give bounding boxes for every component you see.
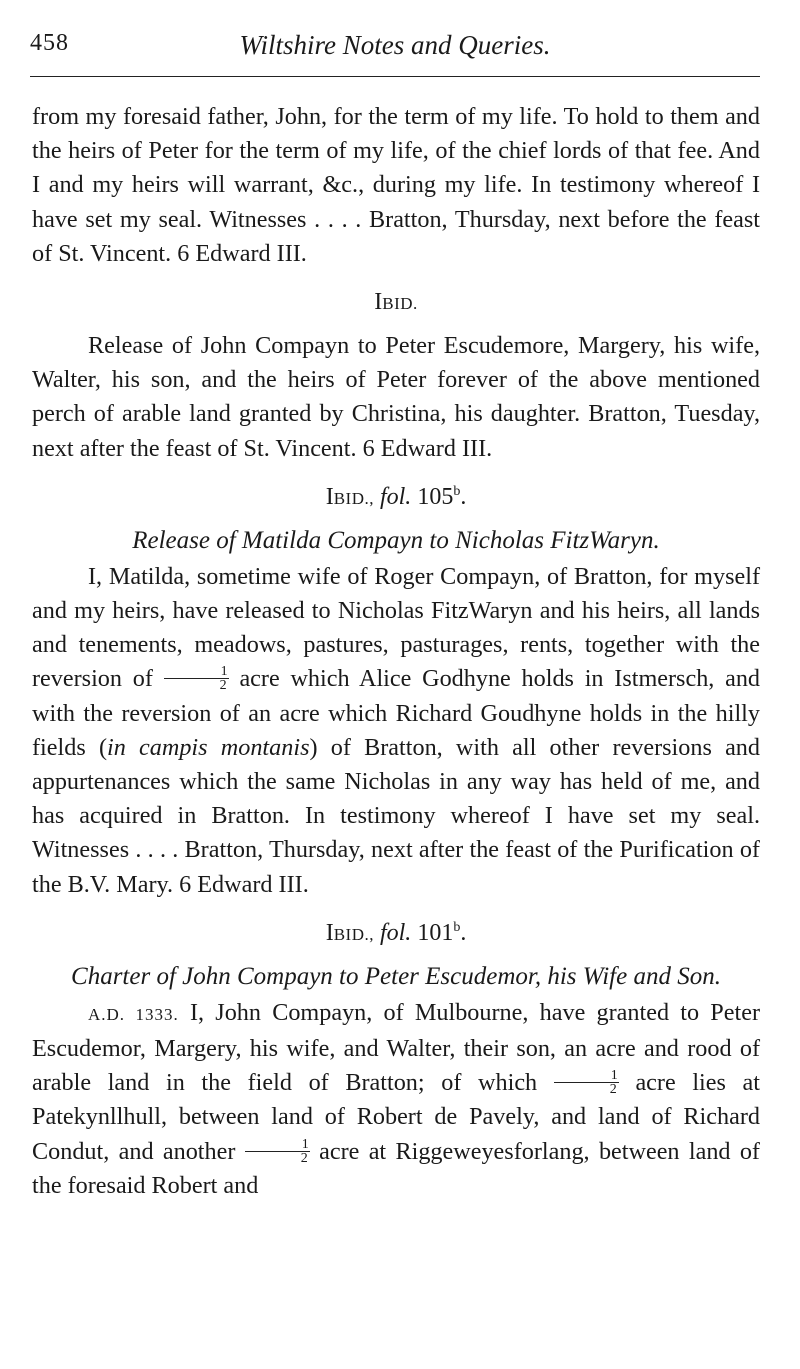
folio-number: 101: [417, 919, 454, 946]
fraction-half: $\frac{1}{2}$: [164, 665, 229, 692]
paragraph-matilda: [32, 560, 760, 902]
section-heading-ibid-fol-101: [32, 916, 760, 952]
paragraph-release-john: Release of John Compayn to Peter Escudemore, Margery, his wife, Walter, his son, and the heirs of Peter forever of the above mentioned perch of arable land granted by Christina, his daughter. Bratton, Tuesday, next after the feast of St. Vincent. 6 Edward III.: [32, 332, 760, 462]
text-run: acre which Alice Godhyne holds in Istmersch, and with the reversion of an acre which Richard Goudhyne holds in the hilly fields (: [32, 665, 761, 761]
folio-superscript: b: [453, 483, 461, 499]
section-heading-ibid-fol-105: [32, 480, 760, 516]
folio-period: .: [460, 919, 467, 946]
running-head: Wiltshire Notes and Queries.: [239, 30, 551, 60]
ibid-smallcaps: BID.,: [333, 488, 374, 508]
page-header: [30, 30, 760, 70]
fraction-half: $\frac{1}{2}$: [245, 1138, 310, 1165]
ibid-smallcaps: BID.: [382, 294, 418, 314]
ibid-smallcaps: BID.,: [333, 924, 374, 944]
text-run: ) of Bratton, with all other reversions and appurtenances which the same Nicholas in any way has held of me, and has acquired in Bratton. In testimony whereof I have set my seal. Witnesses . . . . Bratton, Thursday, next after the feast of the Purification of the B.V. Mary. 6 Edward III.: [32, 733, 760, 898]
page-body: [32, 100, 760, 1203]
folio-period: .: [460, 483, 467, 510]
fraction-half: $\frac{1}{2}$: [554, 1069, 619, 1096]
section-heading-ibid: [32, 285, 760, 321]
subtitle-charter-john: Charter of John Compayn to Peter Escudemor, his Wife and Son.: [71, 962, 721, 990]
text-run: acre at Riggeweyesforlang, between land of the foresaid Robert and: [32, 1137, 760, 1199]
text-run: acre lies at Patekynllhull, between land of Robert de Pavely, and land of Richard Condut, and another: [32, 1069, 761, 1165]
ibid-initial: I: [325, 483, 334, 510]
folio-label: fol.: [379, 919, 412, 946]
ibid-initial: I: [325, 919, 334, 946]
latin-phrase: in campis montanis: [107, 733, 310, 761]
folio-label: fol.: [379, 483, 412, 510]
subtitle-release-matilda: Release of Matilda Compayn to Nicholas FitzWaryn.: [132, 526, 660, 554]
header-rule: [30, 76, 760, 77]
folio-superscript: b: [453, 919, 461, 935]
folio-number: 105: [417, 483, 454, 510]
text-run: I, Matilda, sometime wife of Roger Compayn, of Bratton, for myself and my heirs, have released to Nicholas FitzWaryn and his heirs, all lands and tenements, meadows, pastures, pasturages, rents, together with the reversion of: [32, 562, 760, 693]
year-label: A.D. 1333.: [88, 1004, 179, 1024]
page-number: 458: [30, 30, 69, 56]
ibid-initial: I: [374, 289, 383, 316]
paragraph-continuation: from my foresaid father, John, for the term of my life. To hold to them and the heirs of Peter for the term of my life, of the chief lords of that fee. And I and my heirs will warrant, &c., during my life. In testimony whereof I have set my seal. Witnesses . . . . Bratton, Thursday, next before the feast of St. Vincent. 6 Edward III.: [32, 103, 760, 267]
text-run: I, John Compayn, of Mulbourne, have granted to Peter Escudemor, Margery, his wife, and Walter, their son, an acre and rood of arable land in the field of Bratton; of which: [32, 998, 761, 1097]
paragraph-charter: [32, 996, 760, 1203]
